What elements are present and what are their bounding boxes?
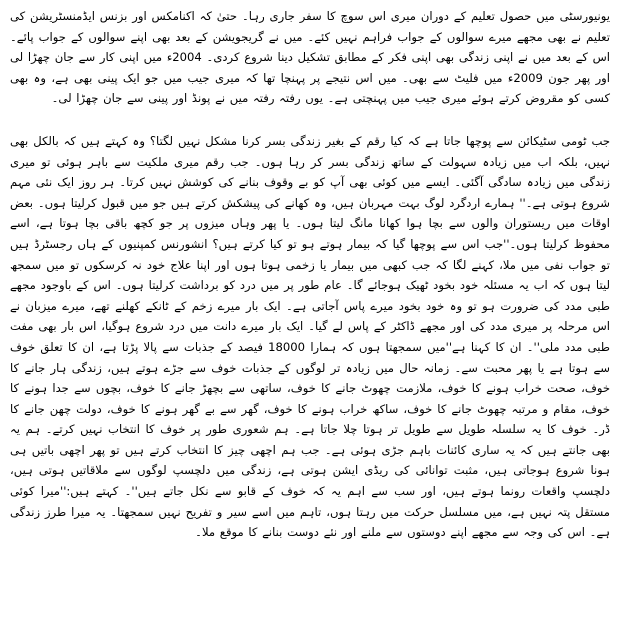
paragraph-2: جب ٹومی سٹیکائن سے پوچھا جاتا ہے کہ کیا رقم کے بغیر زندگی بسر کرنا مشکل نہیں لگتا؟ وہ کہتے ہیں کہ بالکل بھی نہیں، بلکہ اب میں زیادہ سہولت کے ساتھ زندگی بسر کر رہا ہوں۔ جب رقم میری ملکیت سے باہر ہوئی تو میری زندگی میں زیادہ سادگی آگئی۔ ایسے میں کوئی بھی آپ کو بے وقوف بنانے کی کوشش نہیں کرتا۔ ہر روز ایک نئی مہم شروع ہوتی ہے۔'' ہمارے اردگرد لوگ بہت مہربان ہیں، وہ کھانے کی پیشکش کرتے ہیں جو میں قبول کرلیتا ہوں۔ بعض اوقات میں ریستوران والوں سے بچا ہوا کھانا مانگ لیتا ہوں۔ یا پھر وہاں میزوں پر جو کچھ باقی بچا ہوتا ہے، اسے محفوظ کرلیتا ہوں۔''جب اس سے پوچھا گیا کہ بیمار ہوتے ہو تو کیا کرتے ہیں؟ انشورنس کمپنیوں کے ہاں رجسٹرڈ ہیں تو جواب نفی میں ملا، کہنے لگا کہ جب کبھی میں بیمار یا زخمی ہوتا ہوں اور اپنا علاج خود نہ کرسکوں تو میں سمجھ لیتا ہوں کہ اب یہ مسئلہ خود بخود ٹھیک ہوجائے گا۔ عام طور پر میں درد کو برداشت کرلیتا ہوں۔ اس کے باوجود مجھے طبی مدد کی ضرورت ہو تو وہ خود بخود میرے پاس آجاتی ہے۔ ایک بار میرے زخم کے ٹانکے کھلنے تھے، میرے میزبان نے اس مرحلہ پر میری مدد کی اور مجھے ڈاکٹر کے پاس لے گیا۔ ایک بار میرے دانت میں درد شروع ہوگیا، اس بار بھی مفت طبی مدد ملی''۔ ان کا کہنا ہے''میں سمجھتا ہوں کہ ہمارا 18000 فیصد کے جذبات سے پالا پڑتا ہے، ان کا تعلق خوف سے ہوتا ہے یا پھر محبت سے۔ زمانہ حال میں زیادہ تر لوگوں کے جذبات خوف سے جڑے ہوتے ہیں، زندگی ہار جانے کا خوف، صحت خراب ہونے کا خوف، ملازمت چھوٹ جانے کا خوف، ساتھی سے بچھڑ جانے کا خوف، بچوں سے جدا ہونے کا خوف، مقام و مرتبہ چھوٹ جانے کا خوف، ساکھ خراب ہونے کا خوف، گھر سے بے گھر ہونے کا خوف، دولت چھن جانے کا ڈر۔ خوف کا یہ سلسلہ طویل سے طویل تر ہوتا چلا جاتا ہے۔ ہم شعوری طور پر خوف کا انتخاب نہیں کرتے۔ ہم یہ بھی جانتے ہیں کہ یہ ساری کائنات باہم جڑی ہوئی ہے۔ جب ہم اچھی چیز کا انتخاب کرتے ہیں تو پھر اچھی باتیں ہی ہونا شروع ہوجاتی ہیں، مثبت توانائی کی ریڈی ایشن ہوتی ہے، زندگی میں دلچسپ لوگوں سے ملاقاتیں ہوتی ہیں، دلچسپ واقعات رونما ہوتے ہیں، اور سب سے اہم یہ کہ خوف کے قابو سے نکل جاتے ہیں''۔ کہتے ہیں:''میرا کوئی مستقل پتہ نہیں ہے، میں مسلسل حرکت میں رہتا ہوں، تاہم میں اسے سیر و تفریح نہیں سمجھتا۔ یہ میرا طرز زندگی ہے۔ اس کی وجہ سے مجھے اپنے دوستوں سے ملنے اور نئے دوست بنانے کا موقع ملا۔ [10,133,611,540]
paragraph-1: یونیورسٹی میں حصول تعلیم کے دوران میری اس سوچ کا سفر جاری رہا۔ حتیٰ کہ اکنامکس اور بزنس ایڈمنسٹریشن کی تعلیم نے بھی مجھے میرے سوالوں کے جواب فراہم نہیں کئے۔ میں نے گریجویشن کے بعد بھی اپنے سوالوں کے جواب پائے۔ اس کے بعد میں نے اپنی زندگی بھی اپنی فکر کے مطابق تشکیل دینا شروع کردی۔ 2004ء میں اپنی کار سے جان چھڑا لی اور پھر جون 2009ء میں فلیٹ سے بھی۔ میں اس نتیجے پر پہنچا تھا کہ میری جیب میں جو ایک پینی بھی ہے، وہ بھی کسی کو مقروض کرتے ہوئے میری جیب میں پہنچتی ہے۔ یوں رفتہ رفتہ میں نے پونڈ اور پینی سے جان چھڑا لی۔ [10,9,610,106]
